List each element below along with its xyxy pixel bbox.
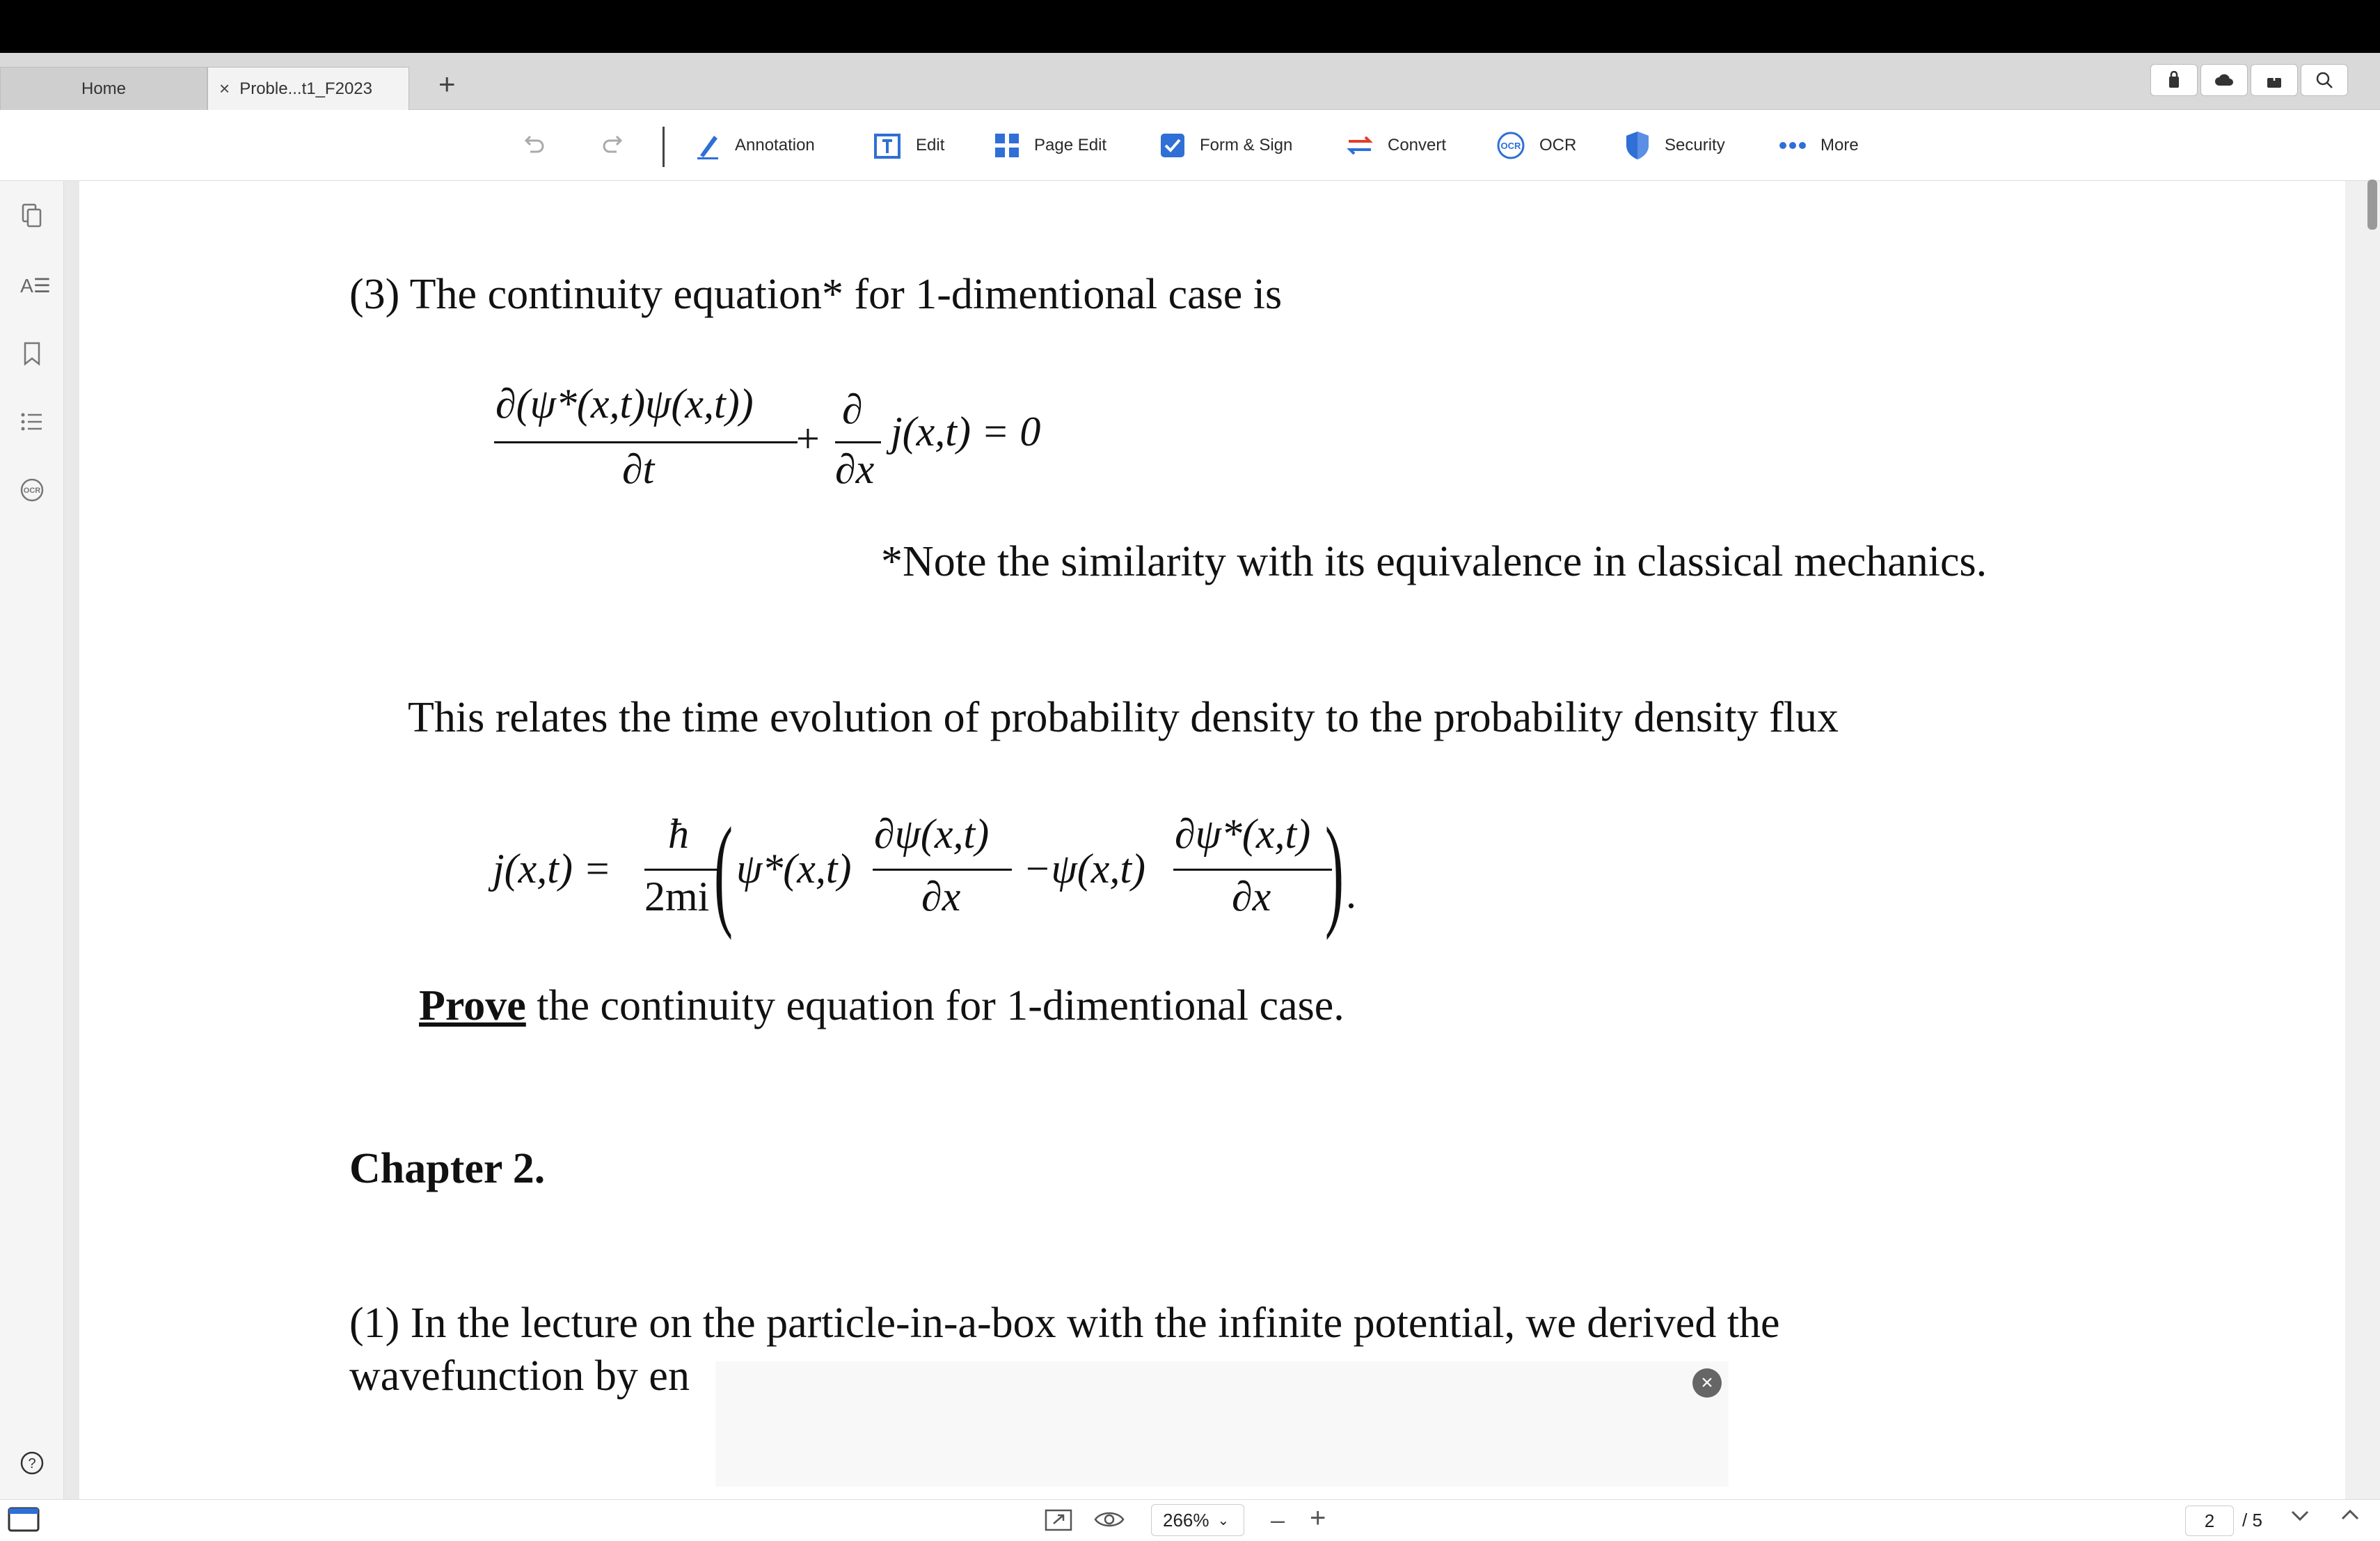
svg-text:?: ? bbox=[28, 1456, 36, 1471]
annotation-label: Annotation bbox=[735, 136, 815, 155]
eq2-right-paren: ) bbox=[1325, 802, 1344, 940]
eq2-den1: ∂x bbox=[921, 874, 961, 919]
vertical-scrollbar-thumb[interactable] bbox=[2367, 180, 2377, 230]
annotation-button[interactable] bbox=[696, 128, 815, 163]
eq2-frac2-bar bbox=[1173, 869, 1332, 871]
eq2-lhs: j(x,t) = bbox=[493, 846, 612, 892]
grid-icon bbox=[994, 132, 1020, 159]
page-number-input[interactable]: 2 bbox=[2185, 1506, 2234, 1536]
security-button[interactable] bbox=[1624, 128, 1725, 163]
left-sidebar bbox=[0, 181, 64, 1499]
eq1-frac2-bar bbox=[835, 441, 881, 443]
edit-label: Edit bbox=[916, 136, 945, 155]
pages-icon[interactable] bbox=[18, 202, 46, 230]
convert-label: Convert bbox=[1388, 136, 1447, 155]
text-edit-icon bbox=[873, 131, 902, 160]
status-bar bbox=[0, 1499, 2380, 1541]
ocr-label: OCR bbox=[1539, 136, 1577, 155]
eq1-frac2-numerator: ∂ bbox=[842, 386, 863, 432]
sidebar-gutter bbox=[64, 181, 79, 1499]
page-edit-button[interactable] bbox=[994, 128, 1106, 163]
more-label: More bbox=[1820, 136, 1859, 155]
page-edit-label: Page Edit bbox=[1034, 136, 1107, 155]
pen-icon bbox=[696, 132, 721, 159]
ad-banner[interactable] bbox=[715, 1361, 1729, 1487]
chapter2-q1-line1: (1) In the lecture on the particle-in-a-box with the infinite potential, we derived the bbox=[349, 1299, 1780, 1347]
fit-page-icon[interactable] bbox=[1044, 1508, 1073, 1535]
eq2-frac1-bar bbox=[873, 869, 1012, 871]
tab-document[interactable] bbox=[207, 67, 409, 110]
page-total: / 5 bbox=[2242, 1510, 2262, 1531]
question-3-heading: (3) The continuity equation* for 1-dimentional case is bbox=[349, 271, 1283, 318]
new-tab-button[interactable]: + bbox=[438, 68, 456, 100]
bookmark-icon[interactable] bbox=[18, 340, 46, 368]
security-label: Security bbox=[1665, 136, 1725, 155]
cloud-button[interactable] bbox=[2200, 64, 2248, 96]
main-toolbar bbox=[0, 110, 2380, 181]
form-sign-label: Form & Sign bbox=[1200, 136, 1293, 155]
eq2-minus-psi: −ψ(x,t) bbox=[1023, 846, 1146, 892]
convert-button[interactable] bbox=[1346, 128, 1446, 163]
list-icon[interactable] bbox=[18, 408, 46, 436]
cloud-icon bbox=[2214, 73, 2235, 87]
lock-icon bbox=[2167, 71, 2181, 89]
view-mode-icon[interactable] bbox=[1094, 1510, 1125, 1533]
tab-document-label: Proble...t1_F2023 bbox=[239, 79, 372, 98]
close-icon[interactable]: × bbox=[1692, 1368, 1722, 1398]
close-tab-icon[interactable]: × bbox=[219, 78, 230, 99]
convert-arrows-icon bbox=[1346, 133, 1374, 158]
prove-bold: Prove bbox=[419, 982, 526, 1029]
vertical-scrollbar-track[interactable] bbox=[2345, 181, 2380, 1499]
eq2-2mi: 2mi bbox=[644, 874, 710, 919]
eq2-den2: ∂x bbox=[1232, 874, 1271, 919]
prove-instruction bbox=[419, 981, 1344, 1031]
chevron-down-icon: ⌄ bbox=[1217, 1512, 1230, 1528]
eq2-psi-star: ψ*(x,t) bbox=[736, 846, 852, 892]
chapter2-q1-line2: wavefunction by en bbox=[349, 1352, 690, 1400]
eq1-fraction-bar bbox=[494, 441, 798, 443]
ocr-icon bbox=[1496, 131, 1525, 160]
zoom-out-button[interactable]: – bbox=[1271, 1506, 1285, 1534]
tab-home[interactable] bbox=[0, 67, 207, 110]
eq1-frac2-denominator: ∂x bbox=[835, 446, 875, 492]
more-dots-icon bbox=[1779, 141, 1807, 150]
zoom-select[interactable] bbox=[1151, 1504, 1244, 1536]
eq1-plus: + bbox=[796, 416, 820, 461]
classical-note: *Note the similarity with its equivalence in classical mechanics. bbox=[881, 538, 1988, 585]
zoom-value: 266% bbox=[1163, 1509, 1209, 1531]
more-button[interactable] bbox=[1779, 128, 1859, 163]
shield-icon bbox=[1624, 130, 1651, 161]
eq2-hbar: ħ bbox=[668, 811, 689, 857]
svg-text:OCR: OCR bbox=[1500, 141, 1521, 151]
eq1-numerator: ∂(ψ*(x,t)ψ(x,t)) bbox=[495, 381, 754, 427]
toolbar-separator bbox=[663, 127, 665, 167]
previous-page-button[interactable] bbox=[2340, 1507, 2361, 1527]
tab-home-label: Home bbox=[81, 79, 127, 98]
edit-button[interactable] bbox=[873, 128, 944, 163]
ocr-icon[interactable] bbox=[18, 476, 46, 504]
redo-icon[interactable] bbox=[600, 131, 628, 159]
pdf-page bbox=[79, 181, 2345, 1499]
eq2-left-paren: ( bbox=[714, 802, 733, 940]
share-icon bbox=[2266, 71, 2283, 89]
next-page-button[interactable] bbox=[2290, 1507, 2310, 1527]
text-format-icon[interactable]: A☰ bbox=[20, 274, 51, 297]
chevron-down-icon bbox=[2290, 1507, 2310, 1524]
ocr-button[interactable] bbox=[1496, 128, 1576, 163]
svg-text:OCR: OCR bbox=[23, 487, 41, 495]
prove-rest: the continuity equation for 1-dimentional case. bbox=[525, 982, 1344, 1029]
share-button[interactable] bbox=[2251, 64, 2298, 96]
eq1-rest: j(x,t) = 0 bbox=[891, 409, 1041, 455]
eq2-num1: ∂ψ(x,t) bbox=[874, 811, 990, 857]
checkbox-icon bbox=[1159, 132, 1186, 159]
undo-icon[interactable] bbox=[519, 131, 547, 159]
tab-strip bbox=[0, 53, 2380, 110]
relates-text: This relates the time evolution of probability density to the probability density flux bbox=[408, 694, 1839, 741]
eq1-denominator: ∂t bbox=[622, 446, 655, 492]
eq2-hbar-bar bbox=[644, 869, 718, 871]
chevron-up-icon bbox=[2340, 1507, 2361, 1524]
top-right-actions bbox=[2150, 64, 2348, 96]
eq2-num2: ∂ψ*(x,t) bbox=[1175, 811, 1311, 857]
search-button[interactable] bbox=[2301, 64, 2348, 96]
chapter-heading: Chapter 2. bbox=[349, 1145, 546, 1192]
window-top-bar bbox=[0, 0, 2380, 53]
eq2-dot: . bbox=[1346, 871, 1356, 917]
search-icon bbox=[2315, 71, 2333, 89]
help-icon[interactable] bbox=[18, 1449, 46, 1477]
panel-icon[interactable] bbox=[7, 1506, 40, 1537]
lock-button[interactable] bbox=[2150, 64, 2198, 96]
zoom-in-button[interactable]: + bbox=[1310, 1503, 1326, 1533]
form-sign-button[interactable] bbox=[1159, 128, 1292, 163]
